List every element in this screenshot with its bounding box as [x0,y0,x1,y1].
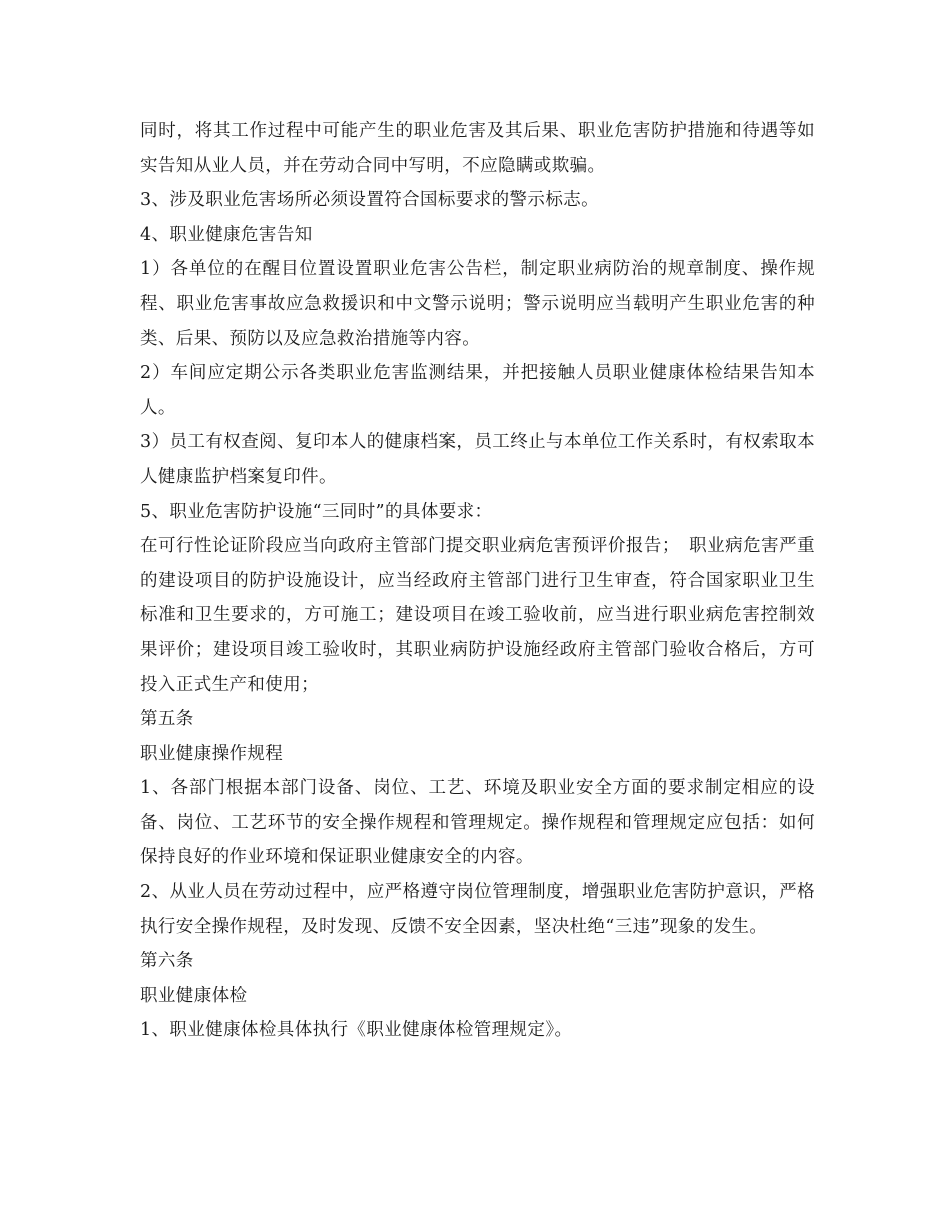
paragraph-item-4-2: 2）车间应定期公示各类职业危害监测结果，并把接触人员职业健康体检结果告知本人。 [140,363,815,418]
paragraph-article-5-item-1: 1、各部门根据本部门设备、岗位、工艺、环境及职业安全方面的要求制定相应的设备、岗位、工艺环节的安全操作规程和管理规定。操作规程和管理规定应包括：如何保持良好的作业环境和保证职业健康安全的内容。 [140,778,815,868]
paragraph-article-5-item-2: 2、从业人员在劳动过程中，应严格遵守岗位管理制度，增强职业危害防护意识，严格执行安全操作规程，及时发现、反馈不安全因素，坚决杜绝“三违”现象的发生。 [140,882,815,937]
paragraph-item-5-body: 在可行性论证阶段应当向政府主管部门提交职业病危害预评价报告； 职业病危害严重的建设项目的防护设施设计，应当经政府主管部门进行卫生审查，符合国家职业卫生标准和卫生要求的，方可施工；建设项目在竣工验收前，应当进行职业病危害控制效果评价；建设项目竣工验收时，其职业病防护设施经政府主管部门验收合格后，方可投入正式生产和使用； [140,536,815,695]
paragraph-item-5-heading: 5、职业危害防护设施“三同时”的具体要求： [140,501,493,522]
paragraph-item-4-1: 1）各单位的在醒目位置设置职业危害公告栏，制定职业病防治的规章制度、操作规程、职业危害事故应急救援识和中文警示说明；警示说明应当载明产生职业危害的种类、后果、预防以及应急救治措施等内容。 [140,259,815,349]
article-5-subtitle: 职业健康操作规程 [140,743,284,764]
article-6-subtitle: 职业健康体检 [140,985,248,1006]
document-body [140,114,815,1048]
paragraph-article-6-item-1: 1、职业健康体检具体执行《职业健康体检管理规定》。 [140,1020,573,1041]
article-5-title: 第五条 [140,709,194,730]
paragraph-item-3-warning-signs: 3、涉及职业危害场所必须设置符合国标要求的警示标志。 [140,190,600,211]
paragraph-item-4-heading: 4、职业健康危害告知 [140,224,313,245]
article-6-title: 第六条 [140,951,194,972]
paragraph-notice-continued: 同时，将其工作过程中可能产生的职业危害及其后果、职业危害防护措施和待遇等如实告知从业人员，并在劳动合同中写明，不应隐瞒或欺骗。 [140,121,815,176]
paragraph-item-4-3: 3）员工有权查阅、复印本人的健康档案，员工终止与本单位工作关系时，有权索取本人健康监护档案复印件。 [140,432,815,487]
